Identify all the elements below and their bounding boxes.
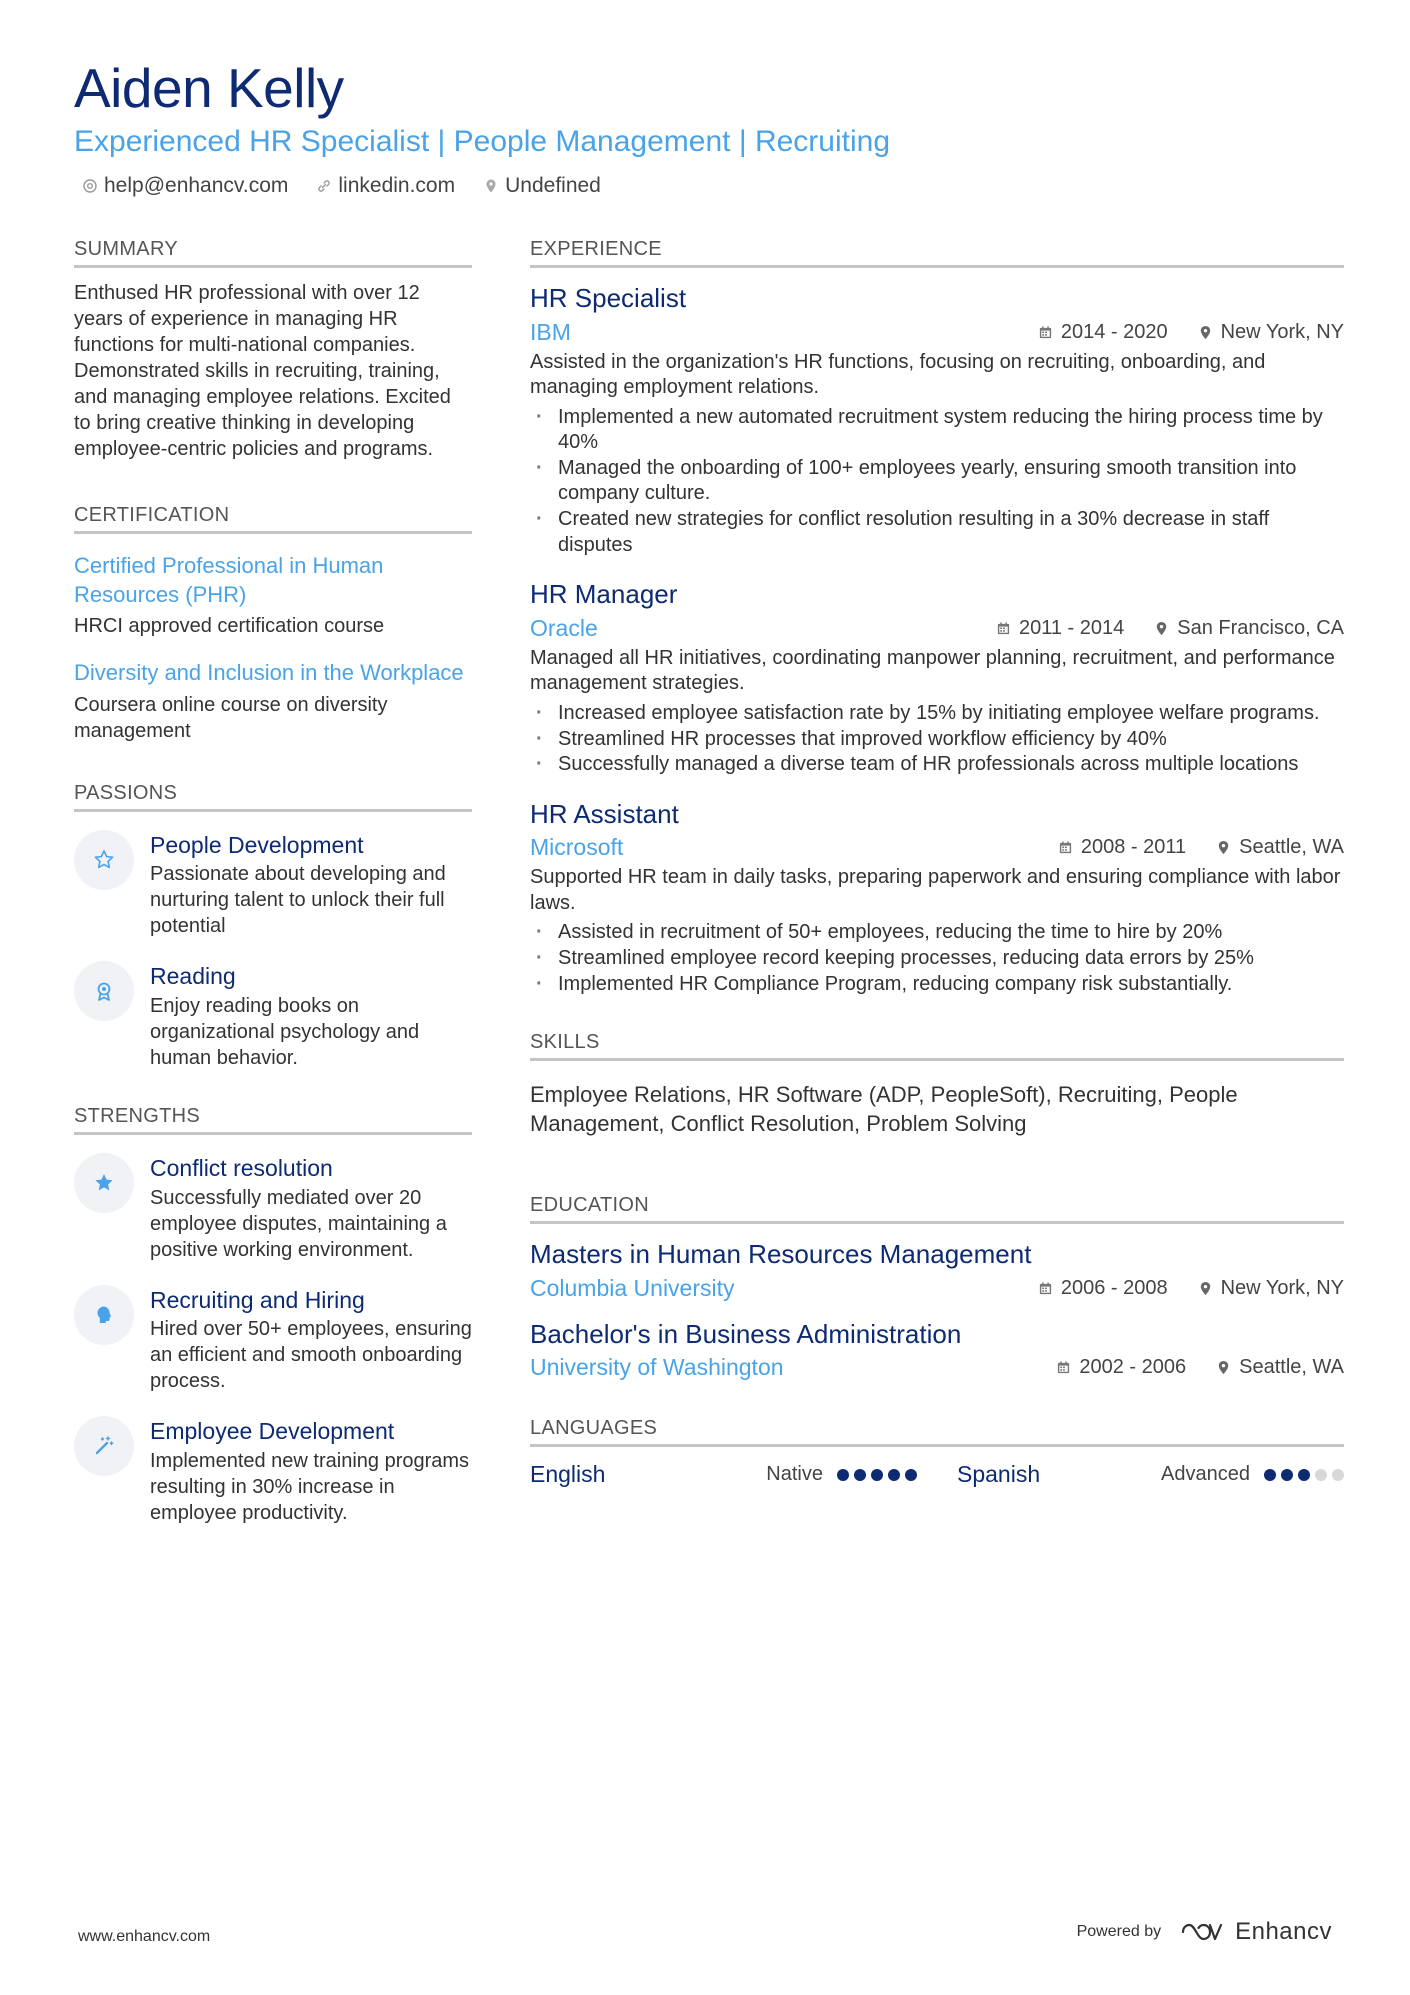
education-section	[530, 1194, 1344, 1381]
education-entry	[530, 1318, 1344, 1382]
education-dates	[1056, 1356, 1186, 1379]
location-pin-icon	[1216, 1360, 1231, 1375]
passion-title: People Development	[150, 831, 364, 858]
skills-section	[530, 1031, 1344, 1138]
bullet-item: · Successfully managed a diverse team of HR professionals across multiple locations	[530, 752, 1344, 778]
degree-title: Masters in Human Resources Management	[530, 1239, 1032, 1270]
section-title-languages: LANGUAGES	[530, 1417, 1344, 1447]
rating-dot-filled	[1298, 1469, 1310, 1481]
rating-dot-filled	[871, 1469, 883, 1481]
head-icon	[74, 1285, 134, 1345]
location-pin-icon	[483, 178, 499, 194]
section-title-skills: SKILLS	[530, 1031, 1344, 1061]
location-text: Seattle, WA	[1239, 836, 1344, 859]
rating-dot-filled	[905, 1469, 917, 1481]
job-meta	[530, 319, 1344, 346]
strength-desc: Hired over 50+ employees, ensuring an efficient and smooth onboarding process.	[150, 1318, 472, 1393]
award-icon	[74, 961, 134, 1021]
education-location	[1198, 1277, 1344, 1300]
education-meta	[530, 1275, 1344, 1302]
dates-text: 2008 - 2011	[1080, 836, 1187, 859]
bullet-item: · Implemented a new automated recruitment system reducing the hiring process time by 40%	[530, 405, 1344, 456]
star-icon	[74, 1153, 134, 1213]
contact-linkedin[interactable]	[316, 174, 455, 198]
passion-desc: Enjoy reading books on organizational psychology and human behavior.	[150, 994, 420, 1069]
job-dates	[1038, 321, 1168, 344]
degree-title: Bachelor's in Business Administration	[530, 1318, 962, 1349]
location-text: New York, NY	[1220, 1276, 1344, 1299]
language-level: Advanced	[1161, 1463, 1250, 1486]
language-rating	[837, 1469, 917, 1481]
location-text: Undefined	[505, 173, 601, 197]
calendar-icon	[996, 621, 1011, 636]
candidate-name: Aiden Kelly	[74, 57, 344, 119]
calendar-icon	[1056, 1360, 1071, 1375]
job-dates	[996, 617, 1124, 640]
language-item	[957, 1461, 1344, 1488]
job-meta	[530, 834, 1344, 861]
languages-section	[530, 1417, 1344, 1488]
link-icon	[316, 178, 332, 194]
education-entry	[530, 1238, 1344, 1302]
location-text: New York, NY	[1220, 320, 1344, 343]
certification-title: Diversity and Inclusion in the Workplace	[74, 660, 464, 686]
dates-text: 2002 - 2006	[1079, 1356, 1187, 1379]
section-title-education: EDUCATION	[530, 1194, 1344, 1224]
strength-title: Recruiting and Hiring	[150, 1286, 365, 1313]
section-title-passions: PASSIONS	[74, 782, 472, 812]
rating-dot-filled	[1281, 1469, 1293, 1481]
job-entry	[530, 282, 1344, 558]
calendar-icon	[1058, 840, 1073, 855]
bullet-item: · Assisted in recruitment of 50+ employees, reducing the time to hire by 20%	[530, 920, 1344, 946]
certification-title: Certified Professional in Human Resources (PHR)	[74, 553, 384, 607]
magic-wand-icon	[74, 1416, 134, 1476]
location-pin-icon	[1216, 840, 1231, 855]
star-outline-icon	[74, 830, 134, 890]
job-meta-right	[996, 617, 1344, 640]
job-bullets	[530, 920, 1344, 997]
section-title-certification: CERTIFICATION	[74, 504, 472, 534]
job-title: HR Manager	[530, 579, 678, 610]
location-text: Seattle, WA	[1239, 1356, 1344, 1379]
company-name: Microsoft	[530, 834, 624, 861]
rating-dot-filled	[837, 1469, 849, 1481]
footer-website[interactable]: www.enhancv.com	[78, 1928, 211, 1945]
summary-text: Enthused HR professional with over 12 years of experience in managing HR functions for multi-national companies. Demonstrated skills in recruiting, training, and managing employee relations. Excited to bring creative thinking in developing employee-centric policies and programs.	[74, 282, 451, 460]
company-name: Oracle	[530, 614, 598, 641]
strength-title: Employee Development	[150, 1418, 395, 1445]
linkedin-text: linkedin.com	[338, 173, 456, 197]
strength-title: Conflict resolution	[150, 1154, 333, 1181]
experience-section	[530, 238, 1344, 997]
location-pin-icon	[1198, 1281, 1213, 1296]
contact-location	[483, 174, 601, 198]
certification-desc: Coursera online course on diversity management	[74, 693, 388, 742]
education-meta	[530, 1354, 1344, 1381]
rating-dot-filled	[888, 1469, 900, 1481]
bullet-item: · Streamlined employee record keeping processes, reducing data errors by 25%	[530, 946, 1344, 972]
job-desc: Supported HR team in daily tasks, preparing paperwork and ensuring compliance with labor laws.	[530, 866, 1341, 914]
strength-desc: Successfully mediated over 20 employee disputes, maintaining a positive working environment.	[150, 1186, 447, 1261]
passion-item	[74, 830, 472, 940]
language-level-group	[766, 1463, 917, 1486]
language-item	[530, 1461, 917, 1488]
bullet-item: · Implemented HR Compliance Program, reducing company risk substantially.	[530, 972, 1344, 998]
education-meta-right	[1038, 1277, 1344, 1300]
powered-by-text: Powered by	[1076, 1923, 1162, 1940]
languages-list	[530, 1461, 1344, 1488]
education-dates	[1038, 1277, 1168, 1300]
language-name: Spanish	[957, 1461, 1041, 1488]
contact-bar	[74, 174, 1344, 198]
calendar-icon	[1038, 325, 1053, 340]
section-title-summary: SUMMARY	[74, 238, 472, 268]
bullet-item: · Streamlined HR processes that improved workflow efficiency by 40%	[530, 727, 1344, 753]
job-location	[1198, 321, 1344, 344]
email-text: help@enhancv.com	[104, 173, 289, 197]
rating-dot-empty	[1332, 1469, 1344, 1481]
school-name: University of Washington	[530, 1354, 784, 1381]
location-pin-icon	[1154, 621, 1169, 636]
certification-item	[74, 659, 472, 744]
language-level: Native	[766, 1463, 823, 1486]
certification-item	[74, 552, 472, 639]
enhancv-logo-icon	[1179, 1920, 1225, 1944]
headline: Experienced HR Specialist | People Management | Recruiting	[74, 124, 891, 158]
job-entry	[530, 798, 1344, 997]
job-entry	[530, 578, 1344, 777]
section-title-strengths: STRENGTHS	[74, 1105, 472, 1135]
job-title: HR Assistant	[530, 798, 679, 829]
language-name: English	[530, 1461, 606, 1488]
bullet-item: · Managed the onboarding of 100+ employees yearly, ensuring smooth transition into company culture.	[530, 456, 1344, 507]
dates-text: 2011 - 2014	[1018, 616, 1125, 639]
language-rating	[1264, 1469, 1344, 1481]
summary-section	[74, 238, 472, 462]
rating-dot-empty	[1315, 1469, 1327, 1481]
job-location	[1216, 836, 1344, 859]
bullet-item: · Created new strategies for conflict resolution resulting in a 30% decrease in staff disputes	[530, 507, 1344, 558]
strength-item	[74, 1416, 472, 1526]
strength-item	[74, 1153, 472, 1263]
strength-item	[74, 1285, 472, 1395]
job-bullets	[530, 701, 1344, 778]
brand-name: Enhancv	[1235, 1918, 1332, 1945]
skills-text: Employee Relations, HR Software (ADP, PeopleSoft), Recruiting, People Management, Conflict Resolution, Problem Solving	[530, 1082, 1238, 1136]
passion-title: Reading	[150, 963, 236, 990]
job-meta	[530, 615, 1344, 642]
contact-email[interactable]	[82, 174, 288, 198]
location-text: San Francisco, CA	[1177, 616, 1344, 639]
job-desc: Assisted in the organization's HR functions, focusing on recruiting, onboarding, and managing employment relations.	[530, 350, 1266, 399]
passion-desc: Passionate about developing and nurturing talent to unlock their full potential	[150, 863, 446, 938]
passions-section	[74, 782, 472, 1071]
job-dates	[1058, 836, 1186, 859]
job-meta-right	[1058, 836, 1344, 859]
certification-section	[74, 504, 472, 744]
bullet-item: · Increased employee satisfaction rate by 15% by initiating employee welfare programs.	[530, 701, 1344, 727]
left-column	[74, 238, 472, 1542]
resume-page	[74, 57, 1344, 1524]
footer-powered	[1077, 1918, 1332, 1946]
job-bullets	[530, 405, 1344, 559]
company-name: IBM	[530, 318, 571, 345]
job-location	[1154, 617, 1344, 640]
location-pin-icon	[1198, 325, 1213, 340]
dates-text: 2014 - 2020	[1060, 320, 1168, 343]
school-name: Columbia University	[530, 1274, 735, 1301]
strength-desc: Implemented new training programs resulting in 30% increase in employee productivity.	[150, 1449, 470, 1524]
language-level-group	[1161, 1463, 1344, 1486]
section-title-experience: EXPERIENCE	[530, 238, 1344, 268]
certification-desc: HRCI approved certification course	[74, 615, 385, 638]
education-meta-right	[1056, 1356, 1344, 1379]
job-title: HR Specialist	[530, 283, 687, 313]
at-icon	[82, 178, 98, 194]
education-location	[1216, 1356, 1344, 1379]
dates-text: 2006 - 2008	[1060, 1276, 1168, 1299]
rating-dot-filled	[1264, 1469, 1276, 1481]
job-desc: Managed all HR initiatives, coordinating manpower planning, recruitment, and performance management strategies.	[530, 646, 1335, 695]
brand-logo[interactable]	[1179, 1918, 1332, 1946]
rating-dot-filled	[854, 1469, 866, 1481]
passion-item	[74, 961, 472, 1071]
job-meta-right	[1038, 321, 1344, 344]
right-column	[530, 238, 1344, 1488]
strengths-section	[74, 1105, 472, 1526]
calendar-icon	[1038, 1281, 1053, 1296]
